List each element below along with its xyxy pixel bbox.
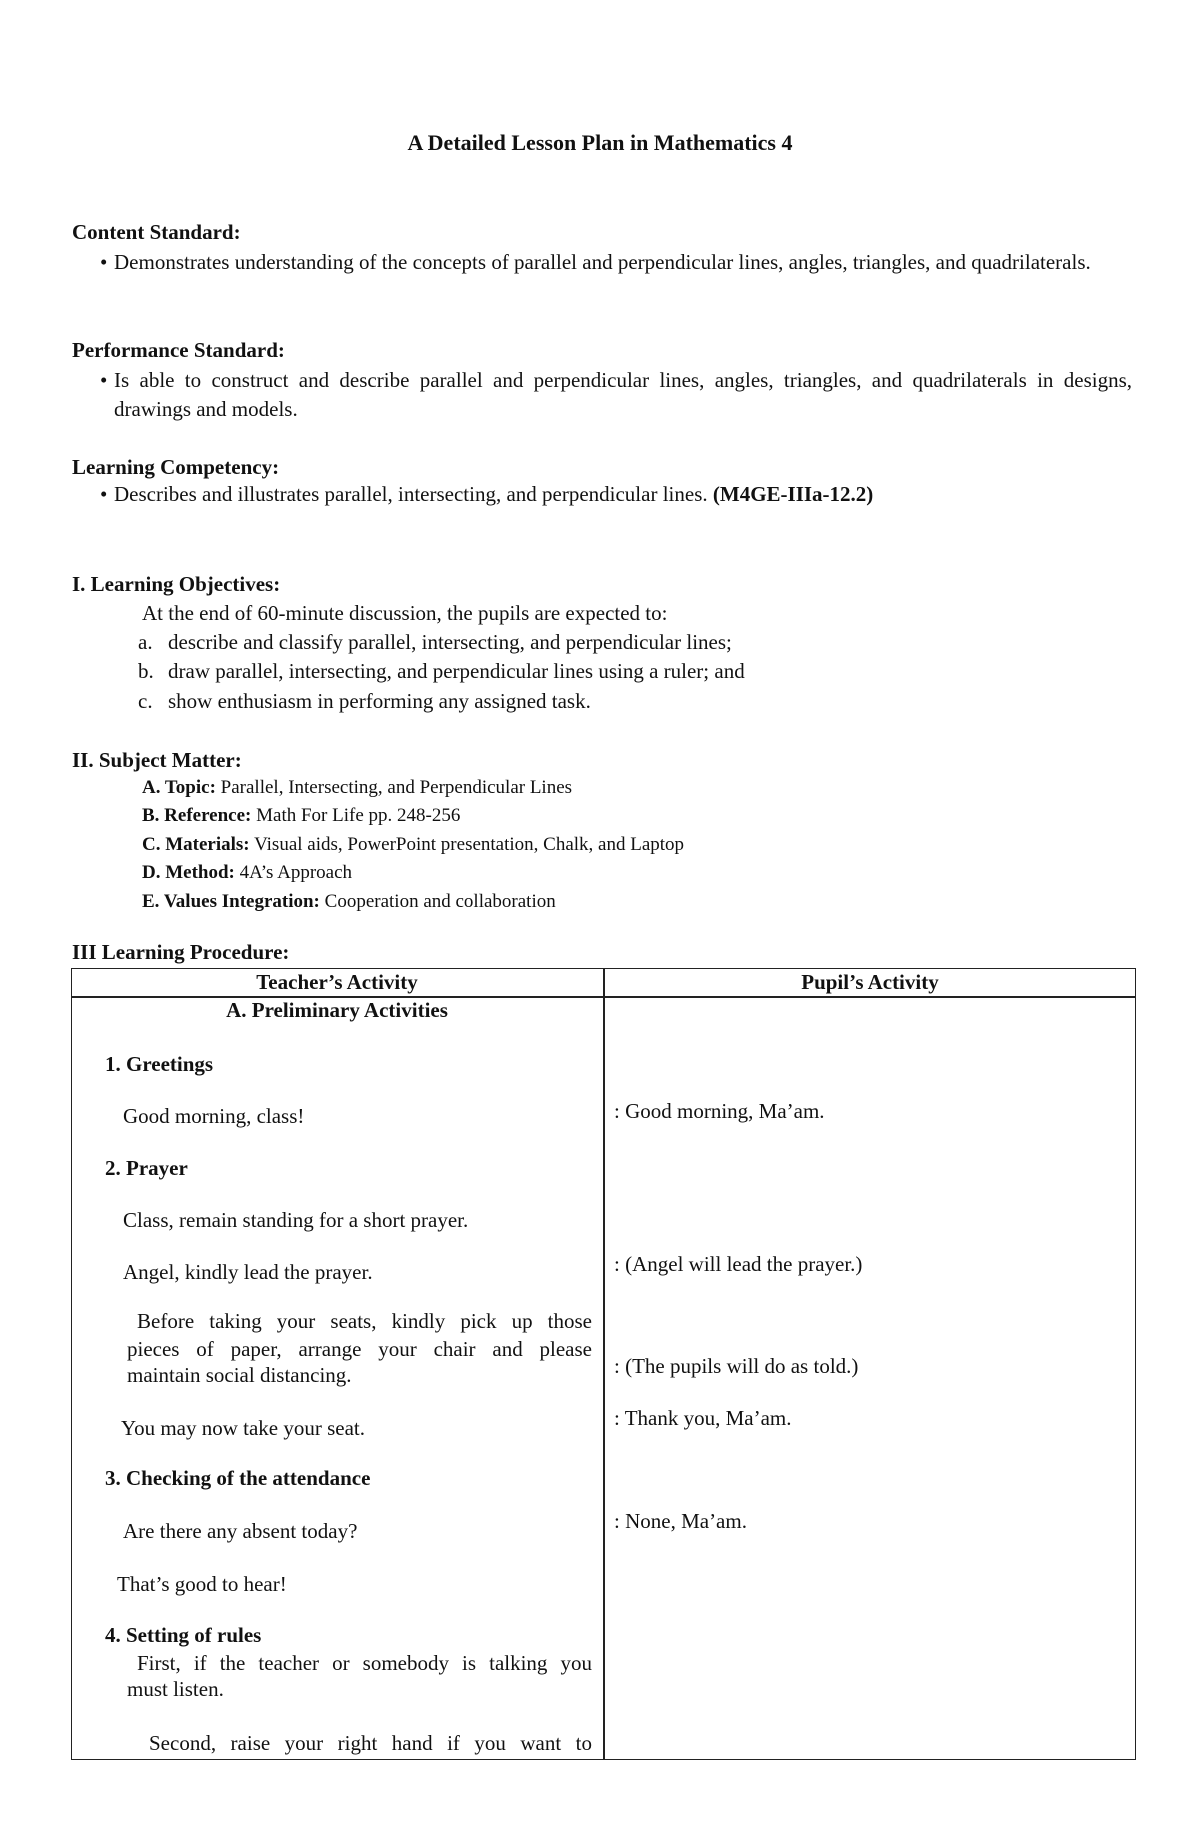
attendance-heading: 3. Checking of the attendance xyxy=(105,1466,371,1490)
performance-standard-bullet: • Is able to construct and describe parallel and perpendicular lines, angles, triangles, and quadrilaterals in designs, drawings and models. xyxy=(100,368,1132,421)
objective-item: b. draw parallel, intersecting, and perpendicular lines using a ruler; and xyxy=(138,659,745,683)
bullet-icon: • xyxy=(100,368,108,392)
subject-matter-heading: II. Subject Matter: xyxy=(72,748,242,772)
page-title: A Detailed Lesson Plan in Mathematics 4 xyxy=(407,130,793,155)
greetings-teacher: Good morning, class! xyxy=(123,1104,305,1128)
subject-matter-item: B. Reference: Math For Life pp. 248-256 xyxy=(142,805,461,826)
bullet-icon: • xyxy=(100,250,108,274)
objectives-intro: At the end of 60-minute discussion, the pupils are expected to: xyxy=(142,601,668,625)
procedure-heading: III Learning Procedure: xyxy=(72,940,290,964)
pupil-column-header: Pupil’s Activity xyxy=(801,970,939,994)
learning-competency-bullet: • Describes and illustrates parallel, intersecting, and perpendicular lines. (M4GE-IIIa-12.2) xyxy=(100,482,874,506)
prayer-pupil: : Thank you, Ma’am. xyxy=(614,1406,792,1430)
rules-text: must listen. xyxy=(127,1677,224,1701)
prayer-teacher: Before taking your seats, kindly pick up those xyxy=(137,1309,592,1333)
prayer-teacher: Class, remain standing for a short prayer. xyxy=(123,1208,469,1232)
prayer-teacher: maintain social distancing. xyxy=(127,1363,352,1387)
learning-competency-heading: Learning Competency: xyxy=(72,455,280,479)
attendance-pupil: : None, Ma’am. xyxy=(614,1509,747,1533)
column-divider xyxy=(603,968,605,1760)
teacher-column-header: Teacher’s Activity xyxy=(256,970,418,994)
rules-heading: 4. Setting of rules xyxy=(105,1623,262,1647)
objective-item: a. describe and classify parallel, intersecting, and perpendicular lines; xyxy=(138,630,732,654)
attendance-teacher: Are there any absent today? xyxy=(123,1519,358,1543)
rules-text: Second, raise your right hand if you want to xyxy=(149,1731,592,1755)
performance-standard-heading: Performance Standard: xyxy=(72,338,285,362)
rules-text: First, if the teacher or somebody is talking you xyxy=(137,1651,592,1675)
section-a-heading: A. Preliminary Activities xyxy=(226,998,448,1022)
prayer-teacher: pieces of paper, arrange your chair and please xyxy=(127,1337,592,1361)
prayer-pupil: : (The pupils will do as told.) xyxy=(614,1354,859,1378)
prayer-pupil: : (Angel will lead the prayer.) xyxy=(614,1252,863,1276)
attendance-teacher: That’s good to hear! xyxy=(117,1572,287,1596)
competency-code: (M4GE-IIIa-12.2) xyxy=(712,482,874,506)
prayer-heading: 2. Prayer xyxy=(105,1156,188,1180)
content-standard-bullet: • Demonstrates understanding of the concepts of parallel and perpendicular lines, angles, triangles, and quadrilaterals. xyxy=(100,248,1132,277)
objective-item: c. show enthusiasm in performing any assigned task. xyxy=(138,689,591,713)
objectives-heading: I. Learning Objectives: xyxy=(72,572,281,596)
prayer-teacher: You may now take your seat. xyxy=(121,1416,366,1440)
subject-matter-item: D. Method: 4A’s Approach xyxy=(142,862,353,883)
subject-matter-item: A. Topic: Parallel, Intersecting, and Perpendicular Lines xyxy=(142,777,573,798)
bullet-icon: • xyxy=(100,482,108,506)
subject-matter-item: E. Values Integration: Cooperation and collaboration xyxy=(142,891,556,912)
greetings-pupil: : Good morning, Ma’am. xyxy=(614,1099,825,1123)
subject-matter-item: C. Materials: Visual aids, PowerPoint presentation, Chalk, and Laptop xyxy=(142,834,685,855)
content-standard-heading: Content Standard: xyxy=(72,220,241,244)
greetings-heading: 1. Greetings xyxy=(105,1052,214,1076)
prayer-teacher: Angel, kindly lead the prayer. xyxy=(123,1260,373,1284)
